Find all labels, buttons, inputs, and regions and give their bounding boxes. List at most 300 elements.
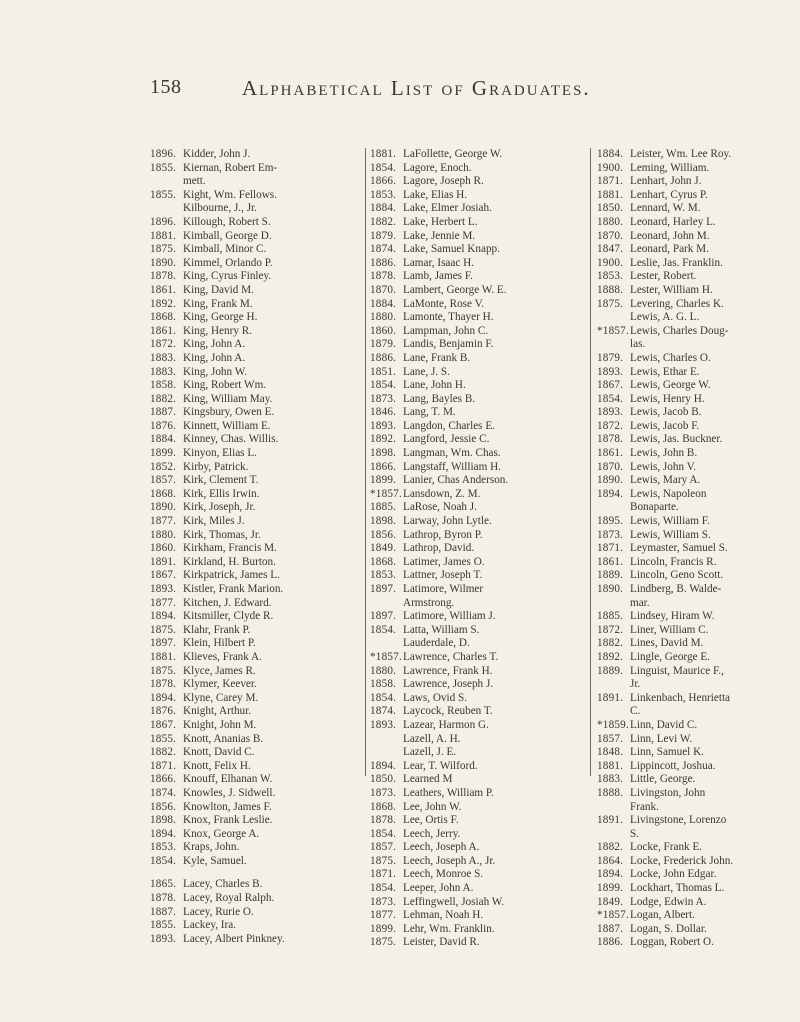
graduation-year: 1888. <box>597 786 624 799</box>
graduation-year: 1900. <box>597 256 624 269</box>
graduation-year: 1857. <box>597 732 624 745</box>
graduate-entry <box>597 814 800 828</box>
graduate-entry <box>370 162 585 176</box>
graduate-name: Kimball, George D. <box>183 229 272 242</box>
graduation-year: 1893. <box>597 406 624 419</box>
graduate-entry <box>150 298 365 312</box>
graduate-name: Jr. <box>630 678 641 691</box>
graduate-name: Leathers, William P. <box>403 786 494 799</box>
graduate-entry <box>370 896 585 910</box>
graduation-year: 1878. <box>150 892 177 905</box>
graduate-name: King, George H. <box>183 311 258 324</box>
graduate-name: Logan, S. Dollar. <box>630 922 707 935</box>
graduation-year: 1849. <box>370 542 397 555</box>
graduation-year <box>597 678 630 692</box>
graduation-year: 1896. <box>150 148 177 160</box>
graduation-year: 1893. <box>150 583 177 595</box>
graduate-entry <box>597 923 800 937</box>
graduate-entry <box>150 257 365 271</box>
graduate-name: Lansdown, Z. M. <box>403 487 481 500</box>
graduate-entry <box>370 243 585 257</box>
graduation-year: 1873. <box>370 895 397 908</box>
graduate-name: Kinney, Chas. Willis. <box>183 433 279 446</box>
graduation-year: 1857. <box>150 474 177 487</box>
graduate-entry <box>150 665 365 679</box>
graduate-entry <box>150 760 365 774</box>
graduate-entry <box>150 878 365 892</box>
graduation-year: 1867. <box>597 379 624 392</box>
graduate-entry <box>150 529 365 543</box>
graduation-year: 1853. <box>597 270 624 283</box>
graduate-name: Lincoln, Geno Scott. <box>630 569 724 582</box>
graduate-name: Locke, Frank E. <box>630 841 703 854</box>
graduation-year: 1875. <box>370 936 397 949</box>
graduation-year: 1875. <box>150 623 177 636</box>
graduate-entry <box>370 515 585 529</box>
graduate-entry <box>150 162 365 176</box>
graduation-year: 1890. <box>597 583 624 595</box>
graduation-year: 1894. <box>150 691 177 704</box>
graduate-name: Lane, J. S. <box>403 365 450 378</box>
graduation-year: 1898. <box>150 814 177 827</box>
graduate-entry <box>597 270 800 284</box>
page-number: 158 <box>150 76 182 98</box>
graduation-year: 1854. <box>370 379 397 392</box>
graduation-year: 1894. <box>597 868 624 881</box>
graduate-entry <box>150 583 365 597</box>
graduate-name: Kirkham, Francis M. <box>183 542 277 555</box>
graduation-year <box>597 311 630 325</box>
graduate-entry <box>370 366 585 380</box>
graduate-entry <box>370 692 585 706</box>
graduate-name: Lake, Samuel Knapp. <box>403 243 500 256</box>
graduate-name: Knott, Felix H. <box>183 759 251 772</box>
graduate-name: Lewis, John B. <box>630 447 698 460</box>
graduate-name: King, John A. <box>183 351 246 364</box>
graduate-name: King, Robert Wm. <box>183 379 267 392</box>
graduation-year: 1894. <box>150 827 177 840</box>
graduate-name: Kirby, Patrick. <box>183 460 249 473</box>
graduation-year: 1846. <box>370 406 397 419</box>
graduate-name: Langman, Wm. Chas. <box>403 447 501 460</box>
graduation-year: 1870. <box>597 460 624 473</box>
graduation-year: 1865. <box>150 878 177 891</box>
graduate-entry <box>597 162 800 176</box>
graduate-name: Lindberg, B. Walde- <box>630 583 722 595</box>
graduation-year: 1876. <box>150 419 177 432</box>
graduate-name: Lang, T. M. <box>403 406 456 419</box>
graduate-entry <box>150 270 365 284</box>
graduate-entry <box>370 420 585 434</box>
graduation-year: 1890. <box>150 256 177 269</box>
graduate-name: Linn, Samuel K. <box>630 746 704 759</box>
graduate-name: Klein, Hilbert P. <box>183 637 256 650</box>
graduation-year <box>597 501 630 515</box>
graduation-year: 1884. <box>370 297 397 310</box>
graduation-year: 1900. <box>597 161 624 174</box>
graduation-year: *1857. <box>370 487 402 500</box>
graduation-year: 1899. <box>370 922 397 935</box>
graduate-entry <box>370 202 585 216</box>
graduate-name: Kinyon, Elias L. <box>183 447 257 460</box>
graduate-entry <box>597 420 800 434</box>
graduation-year: 1890. <box>597 474 624 487</box>
graduation-year: 1881. <box>597 759 624 772</box>
graduate-name: Lanier, Chas Anderson. <box>403 474 509 487</box>
graduate-name: LaFollette, George W. <box>403 148 503 160</box>
graduate-name: King, Henry R. <box>183 324 252 337</box>
graduate-name: Kight, Wm. Fellows. <box>183 188 277 201</box>
graduate-entry <box>597 746 800 760</box>
graduate-name: Leonard, John M. <box>630 229 710 242</box>
graduate-name: mett. <box>183 175 206 188</box>
graduate-name: Lee, John W. <box>403 800 462 813</box>
graduation-year: 1849. <box>597 895 624 908</box>
graduation-year: 1880. <box>370 311 397 324</box>
graduate-entry <box>597 624 800 638</box>
graduate-name: Lacey, Charles B. <box>183 878 263 891</box>
graduate-name: Lewis, Napoleon <box>630 487 707 500</box>
graduation-year: 1872. <box>597 623 624 636</box>
graduate-name: Lewis, A. G. L. <box>630 311 700 324</box>
graduate-entry <box>370 529 585 543</box>
graduate-entry <box>597 828 800 842</box>
graduate-entry <box>150 773 365 787</box>
graduate-entry <box>150 542 365 556</box>
graduate-name: Lear, T. Wilford. <box>403 759 478 772</box>
graduate-name: Lake, Herbert L. <box>403 215 478 228</box>
graduate-entry <box>370 624 585 638</box>
graduate-entry <box>370 270 585 284</box>
graduate-name: Lang, Bayles B. <box>403 392 476 405</box>
graduate-entry <box>597 801 800 815</box>
graduate-entry <box>150 855 365 869</box>
graduation-year: 1891. <box>597 691 624 704</box>
graduation-year: 1898. <box>370 447 397 460</box>
graduate-name: Leech, Joseph A. <box>403 841 480 854</box>
graduate-entry <box>150 787 365 801</box>
graduation-year: 1880. <box>150 528 177 541</box>
graduation-year: 1885. <box>370 501 397 514</box>
graduate-name: Leymaster, Samuel S. <box>630 542 728 555</box>
graduate-entry <box>370 936 585 950</box>
graduation-year: 1860. <box>370 324 397 337</box>
graduate-name: Leonard, Park M. <box>630 243 709 256</box>
graduate-entry <box>150 637 365 651</box>
graduate-entry <box>150 801 365 815</box>
graduation-year: 1884. <box>370 202 397 215</box>
page-header <box>0 76 800 106</box>
graduate-entry <box>150 352 365 366</box>
running-title: Alphabetical List of Graduates. <box>242 76 591 100</box>
graduation-year: 1868. <box>370 555 397 568</box>
graduate-entry <box>597 773 800 787</box>
graduation-year: 1866. <box>370 175 397 188</box>
graduate-entry <box>370 733 585 747</box>
graduate-name: Kirk, Clement T. <box>183 474 259 487</box>
graduate-name: Lewis, Charles Doug- <box>630 324 729 337</box>
graduate-name: Lewis, William F. <box>630 515 710 528</box>
graduate-entry <box>150 569 365 583</box>
graduation-year: 1848. <box>597 746 624 759</box>
graduation-year: 1874. <box>370 243 397 256</box>
graduate-name: Livingston, John <box>630 786 706 799</box>
graduate-entry <box>597 760 800 774</box>
graduate-name: Lewis, Mary A. <box>630 474 701 487</box>
graduate-entry <box>370 406 585 420</box>
graduation-year: 1875. <box>370 854 397 867</box>
graduate-entry <box>597 610 800 624</box>
graduate-entry <box>150 841 365 855</box>
graduate-name: Lamonte, Thayer H. <box>403 311 494 324</box>
graduate-name: Leonard, Harley L. <box>630 215 716 228</box>
graduation-year: 1882. <box>597 637 624 650</box>
graduate-entry <box>597 175 800 189</box>
column-3 <box>597 148 800 950</box>
graduate-name: Kilbourne, J., Jr. <box>183 202 257 215</box>
graduation-year: 1873. <box>597 528 624 541</box>
graduation-year: 1861. <box>597 447 624 460</box>
graduate-entry <box>150 814 365 828</box>
graduate-entry <box>370 923 585 937</box>
graduation-year: 1850. <box>370 773 397 786</box>
graduation-year: *1857. <box>597 909 629 922</box>
graduate-name: Kingsbury, Owen E. <box>183 406 275 419</box>
graduate-entry <box>370 488 585 502</box>
graduation-year: 1887. <box>597 922 624 935</box>
graduate-name: Lacey, Albert Pinkney. <box>183 932 285 945</box>
graduate-name: King, John W. <box>183 365 248 378</box>
graduate-entry <box>150 148 365 162</box>
graduate-entry <box>597 651 800 665</box>
graduate-entry <box>370 855 585 869</box>
graduation-year: 1877. <box>150 515 177 528</box>
graduation-year: 1856. <box>150 800 177 813</box>
graduate-name: Knox, Frank Leslie. <box>183 814 273 827</box>
graduate-entry <box>150 828 365 842</box>
graduate-entry <box>597 352 800 366</box>
graduation-year: 1884. <box>150 433 177 446</box>
graduate-entry <box>370 719 585 733</box>
graduate-entry <box>370 787 585 801</box>
graduate-entry <box>370 868 585 882</box>
graduation-year: 1875. <box>150 664 177 677</box>
graduation-year: 1856. <box>370 528 397 541</box>
graduate-entry <box>597 202 800 216</box>
graduate-entry <box>150 746 365 760</box>
graduate-name: LaRose, Noah J. <box>403 501 477 514</box>
graduation-year: 1853. <box>150 841 177 854</box>
graduate-name: Leech, Jerry. <box>403 827 461 840</box>
graduate-name: Klyne, Carey M. <box>183 691 259 704</box>
graduation-year: 1891. <box>150 555 177 568</box>
graduate-entry <box>370 542 585 556</box>
graduate-entry <box>150 243 365 257</box>
graduation-year <box>150 202 183 216</box>
graduate-name: Lines, David M. <box>630 637 704 650</box>
graduation-year: 1854. <box>150 854 177 867</box>
graduation-year: 1891. <box>597 814 624 827</box>
graduate-entry <box>150 651 365 665</box>
graduate-entry <box>370 760 585 774</box>
graduation-year: 1873. <box>370 392 397 405</box>
graduate-entry <box>597 529 800 543</box>
graduate-entry <box>597 257 800 271</box>
graduation-year: 1894. <box>597 487 624 500</box>
graduate-entry <box>597 719 800 733</box>
graduate-entry <box>150 216 365 230</box>
graduate-entry <box>597 325 800 339</box>
graduation-year: 1854. <box>597 392 624 405</box>
graduate-entry <box>150 366 365 380</box>
graduate-name: Knight, Arthur. <box>183 705 252 718</box>
graduate-entry <box>597 298 800 312</box>
graduate-name: Knowlton, James F. <box>183 800 272 813</box>
graduation-year: 1888. <box>597 283 624 296</box>
graduate-name: Lawrence, Frank H. <box>403 664 493 677</box>
graduate-entry <box>370 569 585 583</box>
graduate-name: Leech, Monroe S. <box>403 868 484 881</box>
graduate-entry <box>597 433 800 447</box>
graduation-year: 1882. <box>370 215 397 228</box>
graduate-name: Lewis, Henry H. <box>630 392 705 405</box>
graduation-year: 1887. <box>150 406 177 419</box>
graduate-name: Langstaff, William H. <box>403 460 501 473</box>
graduation-year: 1853. <box>370 188 397 201</box>
graduate-name: Locke, Frederick John. <box>630 854 734 867</box>
graduation-year: 1847. <box>597 243 624 256</box>
graduate-name: Lodge, Edwin A. <box>630 895 707 908</box>
graduation-year: 1895. <box>597 515 624 528</box>
graduate-name: Lazell, A. H. <box>403 732 461 745</box>
graduate-entry <box>597 678 800 692</box>
graduate-name: Lewis, Ethar E. <box>630 365 700 378</box>
graduate-name: Lester, Robert. <box>630 270 697 283</box>
graduate-entry <box>370 556 585 570</box>
graduation-year: 1854. <box>370 827 397 840</box>
graduation-year: 1860. <box>150 542 177 555</box>
graduate-name: Logan, Albert. <box>630 909 695 922</box>
graduate-name: Leister, David R. <box>403 936 480 949</box>
graduate-entry <box>150 202 365 216</box>
graduate-entry <box>597 501 800 515</box>
graduation-year: 1858. <box>150 379 177 392</box>
graduate-entry <box>370 284 585 298</box>
graduate-name: Lippincott, Joshua. <box>630 759 716 772</box>
graduate-name: Lewis, Charles O. <box>630 351 711 364</box>
graduate-entry <box>370 637 585 651</box>
graduation-year: 1883. <box>150 365 177 378</box>
graduation-year: 1899. <box>370 474 397 487</box>
graduation-year <box>150 175 183 189</box>
graduate-entry <box>597 243 800 257</box>
graduate-name: Lake, Jennie M. <box>403 229 476 242</box>
graduate-entry <box>597 189 800 203</box>
graduation-year: 1866. <box>370 460 397 473</box>
graduate-entry <box>150 189 365 203</box>
graduation-year: 1886. <box>370 351 397 364</box>
graduate-name: Leslie, Jas. Franklin. <box>630 256 723 269</box>
graduate-entry <box>597 556 800 570</box>
graduation-year: 1861. <box>150 283 177 296</box>
graduate-entry <box>597 841 800 855</box>
graduation-year <box>370 733 403 747</box>
graduate-name: Lake, Elmer Josiah. <box>403 202 492 215</box>
graduation-year <box>370 637 403 651</box>
graduate-entry <box>597 896 800 910</box>
graduate-name: Lane, John H. <box>403 379 466 392</box>
graduation-year: 1893. <box>370 718 397 731</box>
graduate-entry <box>370 610 585 624</box>
graduate-name: Kyle, Samuel. <box>183 854 247 867</box>
graduation-year: *1857. <box>370 650 402 663</box>
graduate-name: Lewis, William S. <box>630 528 711 541</box>
graduate-name: Frank. <box>630 800 659 813</box>
graduation-year: 1870. <box>597 229 624 242</box>
graduation-year: 1871. <box>597 542 624 555</box>
graduate-name: Langford, Jessie C. <box>403 433 490 446</box>
graduate-name: Knox, George A. <box>183 827 260 840</box>
graduate-entry <box>150 906 365 920</box>
graduation-year: *1857. <box>597 324 629 337</box>
graduate-name: Landis, Benjamin F. <box>403 338 494 351</box>
graduation-year: 1855. <box>150 188 177 201</box>
graduate-name: Latimer, James O. <box>403 555 485 568</box>
graduation-year: 1855. <box>150 919 177 932</box>
graduate-entry <box>597 705 800 719</box>
graduation-year: 1882. <box>597 841 624 854</box>
graduation-year: 1878. <box>370 270 397 283</box>
graduate-name: Levering, Charles K. <box>630 297 724 310</box>
graduation-year <box>597 801 630 815</box>
graduate-name: Lee, Ortis F. <box>403 814 459 827</box>
graduation-year: 1878. <box>150 270 177 283</box>
graduate-entry <box>370 216 585 230</box>
graduate-entry <box>370 773 585 787</box>
graduate-entry <box>370 501 585 515</box>
graduation-year: 1854. <box>370 623 397 636</box>
graduate-entry <box>150 692 365 706</box>
graduate-name: Knowles, J. Sidwell. <box>183 786 276 799</box>
graduate-name: Lagore, Joseph R. <box>403 175 484 188</box>
graduation-year: 1884. <box>597 148 624 160</box>
graduate-name: Livingstone, Lorenzo <box>630 814 727 827</box>
graduate-entry <box>370 474 585 488</box>
graduate-entry <box>370 298 585 312</box>
graduate-entry <box>597 393 800 407</box>
graduate-name: Lathrop, David. <box>403 542 475 555</box>
graduate-name: Klymer, Keever. <box>183 678 257 691</box>
graduate-entry <box>370 352 585 366</box>
graduate-entry <box>370 338 585 352</box>
graduate-name: King, David M. <box>183 283 254 296</box>
section-gap <box>150 868 365 878</box>
graduation-year <box>597 828 630 842</box>
graduate-name: Kirk, Ellis Irwin. <box>183 487 260 500</box>
graduate-name: Lamar, Isaac H. <box>403 256 474 269</box>
graduate-name: Lampman, John C. <box>403 324 489 337</box>
graduate-name: Bonaparte. <box>630 501 679 514</box>
graduation-year: 1889. <box>597 569 624 582</box>
graduate-entry <box>150 678 365 692</box>
graduate-entry <box>150 488 365 502</box>
graduate-entry <box>150 420 365 434</box>
graduate-entry <box>370 597 585 611</box>
column-divider <box>365 148 366 776</box>
graduate-name: S. <box>630 827 640 840</box>
graduate-entry <box>150 515 365 529</box>
graduate-entry <box>597 936 800 950</box>
